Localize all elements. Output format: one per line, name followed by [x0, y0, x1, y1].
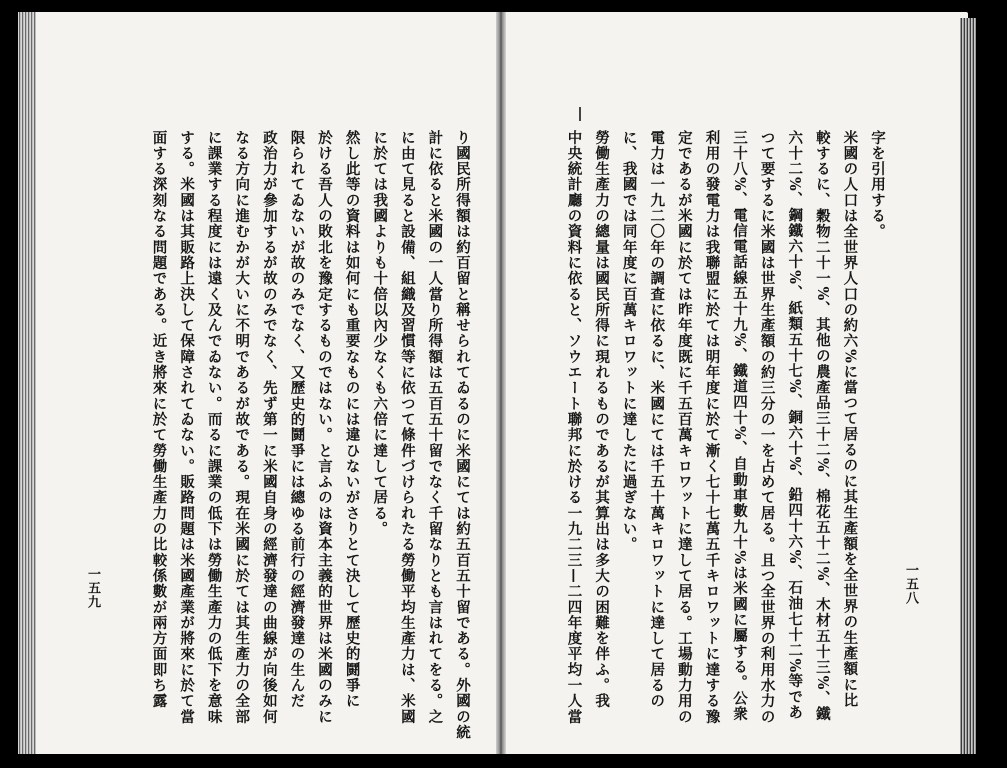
text-line: に由て見ると設備、組織及習慣等に依つて條件づけられたる勞働平均生產力は、米國 [398, 130, 416, 725]
text-line: 然し此等の資料は如何にも重要なものには違ひないがさりとて決して歷史的鬪爭に [343, 130, 361, 710]
left-page [18, 12, 499, 754]
text-line: 中央統計廳の資料に依ると、ソウエート聯邦に於ける一九二三—二四年度平均一人當 [565, 130, 583, 725]
right-page [503, 12, 968, 754]
text-line: 米國の人口は全世界人口の約六%に當つて居るのに其生產額を全世界の生產額に比 [841, 130, 859, 709]
text-line: に於ては我國よりも十倍以內少なくも六倍に達して居る。 [371, 130, 389, 537]
text-line: 定であるが米國に於ては昨年度既に千五百萬キロワットに達して居る。工場動力用の [675, 130, 693, 725]
text-line: 限られてゐないが故のみでなく、又歷史的鬪爭には總ゆる前行の經濟發達の生んだ [288, 130, 306, 710]
text-line: に、我國では同年度に百萬キロワットに達したに過ぎない。 [620, 130, 638, 553]
book-gutter [496, 12, 506, 754]
text-line: する。米國は其販路上決して保障されてゐない。販路問題は米國產業が將來に於て當 [178, 130, 196, 725]
text-line: 計に依ると米國の一人當り所得額は五百五十留でなく千留なりとも言はれてをる。之 [426, 130, 444, 725]
text-line: なる方向に進むかが大いに不明であるが故である。現在米國に於ては其生產力の全部 [233, 130, 251, 725]
text-line: り國民所得額は約百留と稱せられてゐるのに米國にては約五百五十留である。外國の統 [454, 130, 471, 741]
text-line: 電力は一九二〇年の調査に依るに、米國にては千五十萬キロワットに達して居るの [648, 130, 666, 710]
book-edge-left [18, 12, 36, 754]
left-page-body [145, 130, 476, 741]
right-page-body [560, 130, 891, 725]
text-line: 三十八%、電信電話線五十九%、鐵道四十%、自動車數九十%は米國に屬する。公衆 [731, 130, 749, 722]
text-line: 政治力が參加するが故のみでなく、先ず第一に米國自身の經濟發達の曲線が向後如何 [260, 130, 278, 725]
text-line: 較するに、穀物二十一%、其他の農產品三十二%、棉花五十二%、木材五十三%、鐵 [813, 130, 831, 722]
book-edge-right [960, 18, 976, 754]
text-line: 利用の發電力は我聯盟に於ては明年度に於て漸く七十七萬五千キロワットに達する豫 [703, 130, 721, 725]
page-number: 一五八 [903, 563, 918, 605]
page-number: 一五九 [85, 567, 100, 609]
text-line: に課業する程度には遠く及んでゐない。而るに課業の低下は勞働生產力の低下を意味 [205, 130, 223, 725]
page-mark [579, 107, 581, 121]
text-line: 六十二%、鋼鐵六十%、紙類五十七%、銅六十%、鉛四十六%、石油七十二%等であ [786, 130, 804, 721]
text-line: つて要するに米國は世界生產額の約三分の一を占めて居る。且つ全世界の利用水力の [758, 130, 776, 725]
text-line: 字を引用する。 [869, 130, 886, 240]
text-line: 勞働生產力の總量は國民所得に現れるものであるが其算出は多大の困難を伴ふ。我 [593, 130, 611, 710]
text-line: 於ける吾人の敗北を豫定するものではない。と言ふのは資本主義的世界は米國のみに [316, 130, 334, 725]
text-line: 面する深刻なる問題である。近き將來に於て勞働生產力の比較係數が兩方面即ち露 [150, 130, 168, 710]
